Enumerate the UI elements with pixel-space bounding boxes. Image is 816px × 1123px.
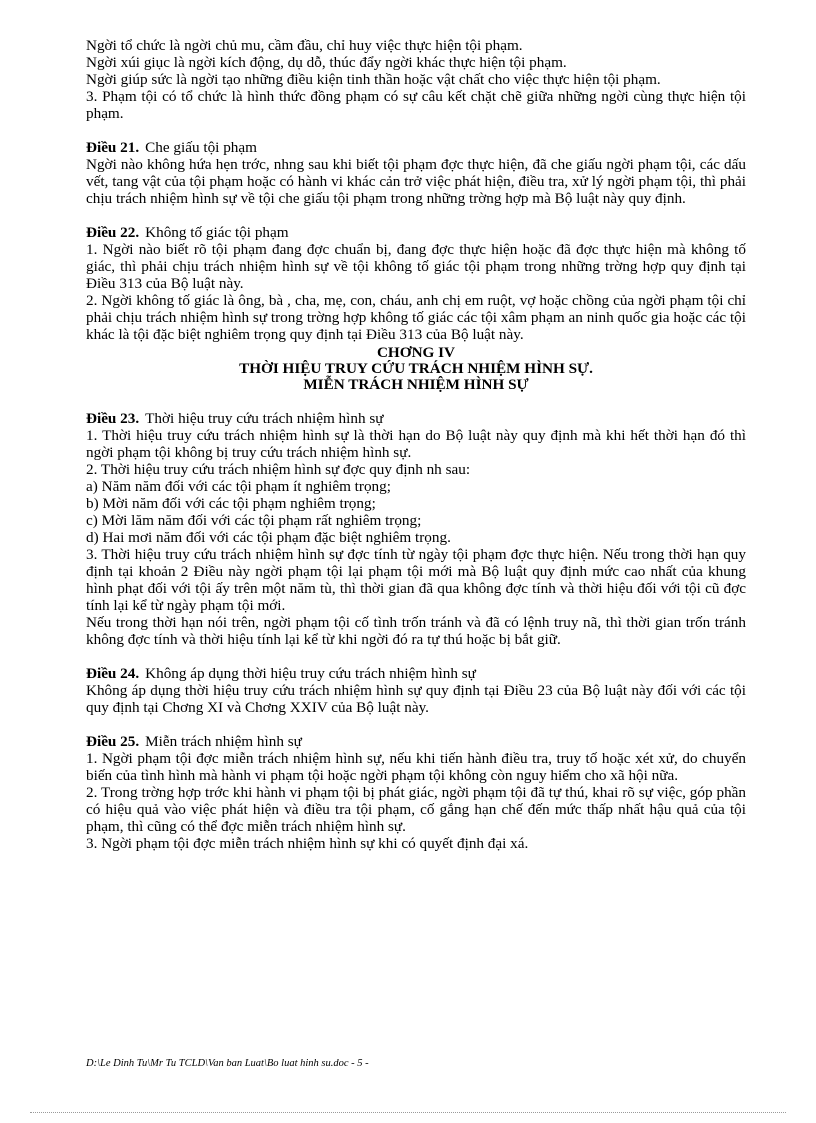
- chapter-title-line-1: THỜI HIỆU TRUY CỨU TRÁCH NHIỆM HÌNH SỰ.: [239, 360, 593, 377]
- paragraph: 3. Ngời phạm tội đợc miễn trách nhiệm hình sự khi có quyết định đại xá.: [86, 835, 529, 852]
- article-heading: [86, 410, 746, 427]
- article-heading: [86, 224, 746, 241]
- chapter-label: CHƠNG IV: [376, 344, 456, 361]
- article-number: Điều 21.: [86, 139, 140, 156]
- article-title: Miễn trách nhiệm hình sự: [145, 733, 302, 750]
- paragraph: 1. Ngời phạm tội đợc miễn trách nhiệm hình sự, nếu khi tiến hành điều tra, truy tố hoặc xét xử, do chuyển biến của tình hình mà hành vi phạm tội hoặc ngời phạm tội không còn nguy hiểm cho xã hội nữa.: [86, 750, 746, 784]
- article-heading: [86, 733, 746, 750]
- article-23: [86, 410, 746, 648]
- chapter-title-line-2: MIỄN TRÁCH NHIỆM HÌNH SỰ: [303, 376, 529, 393]
- article-number: Điều 22.: [86, 224, 140, 241]
- article-21: [86, 139, 746, 207]
- page-divider: [30, 1112, 786, 1113]
- article-title: Che giấu tội phạm: [145, 139, 257, 156]
- document-body: [86, 37, 746, 852]
- paragraph: 2. Thời hiệu truy cứu trách nhiệm hình sự đợc quy định nh sau:: [86, 461, 471, 478]
- article-number: Điều 23.: [86, 410, 140, 427]
- article-number: Điều 25.: [86, 733, 140, 750]
- paragraph: 3. Phạm tội có tổ chức là hình thức đồng phạm có sự câu kết chặt chẽ giữa những ngời cùng thực hiện tội phạm.: [86, 88, 746, 122]
- article-title: Không áp dụng thời hiệu truy cứu trách nhiệm hình sự: [145, 665, 476, 682]
- paragraph: Không áp dụng thời hiệu truy cứu trách nhiệm hình sự quy định tại Điều 23 của Bộ luật này đối với các tội quy định tại Chơng XI và Chơng XXIV của Bộ luật này.: [86, 682, 746, 716]
- article-22: [86, 224, 746, 343]
- article-heading: [86, 665, 746, 682]
- article-heading: [86, 139, 746, 156]
- list-item: b) Mời năm đối với các tội phạm nghiêm trọng;: [86, 495, 376, 512]
- paragraph: Ngời xúi giục là ngời kích động, dụ dỗ, thúc đẩy ngời khác thực hiện tội phạm.: [86, 54, 567, 71]
- article-number: Điều 24.: [86, 665, 140, 682]
- paragraph: 3. Thời hiệu truy cứu trách nhiệm hình sự đợc tính từ ngày tội phạm đợc thực hiện. Nếu trong thời hạn quy định tại khoản 2 Điều này ngời phạm tội lại phạm tội mới mà Bộ luật quy định mức cao nhất của khung hình phạt đối với tội ấy trên một năm tù, thì thời gian đã qua không đợc tính và thời hiệu đối với tội cũ đợc tính lại kể từ ngày phạm tội mới.: [86, 546, 746, 614]
- article-title: Thời hiệu truy cứu trách nhiệm hình sự: [145, 410, 384, 427]
- paragraph: 1. Ngời nào biết rõ tội phạm đang đợc chuẩn bị, đang đợc thực hiện hoặc đã đợc thực hiện mà không tố giác, thì phải chịu trách nhiệm hình sự về tội không tố giác tội phạm trong những trờng hợp quy định tại Điều 313 của Bộ luật này.: [86, 241, 746, 292]
- paragraph: Nếu trong thời hạn nói trên, ngời phạm tội cố tình trốn tránh và đã có lệnh truy nã, thì thời gian trốn tránh không đợc tính và thời hiệu tính lại kể từ khi ngời đó ra tự thú hoặc bị bắt giữ.: [86, 614, 746, 648]
- list-item: c) Mời lăm năm đối với các tội phạm rất nghiêm trọng;: [86, 512, 422, 529]
- chapter-heading: [86, 345, 746, 393]
- paragraph: 2. Trong trờng hợp trớc khi hành vi phạm tội bị phát giác, ngời phạm tội đã tự thú, khai rõ sự việc, góp phần có hiệu quả vào việc phát hiện và điều tra tội phạm, cố gắng hạn chế đến mức thấp nhất hậu quả của tội phạm, thì cũng có thể đợc miễn trách nhiệm hình sự.: [86, 784, 746, 835]
- list-item: a) Năm năm đối với các tội phạm ít nghiêm trọng;: [86, 478, 391, 495]
- paragraph: Ngời nào không hứa hẹn trớc, nhng sau khi biết tội phạm đợc thực hiện, đã che giấu ngời phạm tội, các dấu vết, tang vật của tội phạm hoặc có hành vi khác cản trở việc phát hiện, điều tra, xử lý ngời phạm tội, thì phải chịu trách nhiệm hình sự về tội che giấu tội phạm trong những trờng hợp mà Bộ luật này quy định.: [86, 156, 746, 207]
- list-item: d) Hai mơi năm đối với các tội phạm đặc biệt nghiêm trọng.: [86, 529, 451, 546]
- page-footer: D:\Le Dinh Tu\Mr Tu TCLD\Van ban Luat\Bo luat hinh su.doc - 5 -: [86, 1058, 369, 1069]
- article-title: Không tố giác tội phạm: [145, 224, 289, 241]
- paragraph: Ngời giúp sức là ngời tạo những điều kiện tinh thần hoặc vật chất cho việc thực hiện tội phạm.: [86, 71, 661, 88]
- paragraph: Ngời tổ chức là ngời chủ mu, cầm đầu, chỉ huy việc thực hiện tội phạm.: [86, 37, 523, 54]
- article-24: [86, 665, 746, 716]
- paragraph: 2. Ngời không tố giác là ông, bà , cha, mẹ, con, cháu, anh chị em ruột, vợ hoặc chồng của ngời phạm tội chỉ phải chịu trách nhiệm hình sự trong trờng hợp không tố giác các tội xâm phạm an ninh quốc gia hoặc các tội khác là tội đặc biệt nghiêm trọng quy định tại Điều 313 của Bộ luật này.: [86, 292, 746, 343]
- paragraph: 1. Thời hiệu truy cứu trách nhiệm hình sự là thời hạn do Bộ luật này quy định mà khi hết thời hạn đó thì ngời phạm tội không bị truy cứu trách nhiệm hình sự.: [86, 427, 746, 461]
- article-25: [86, 733, 746, 852]
